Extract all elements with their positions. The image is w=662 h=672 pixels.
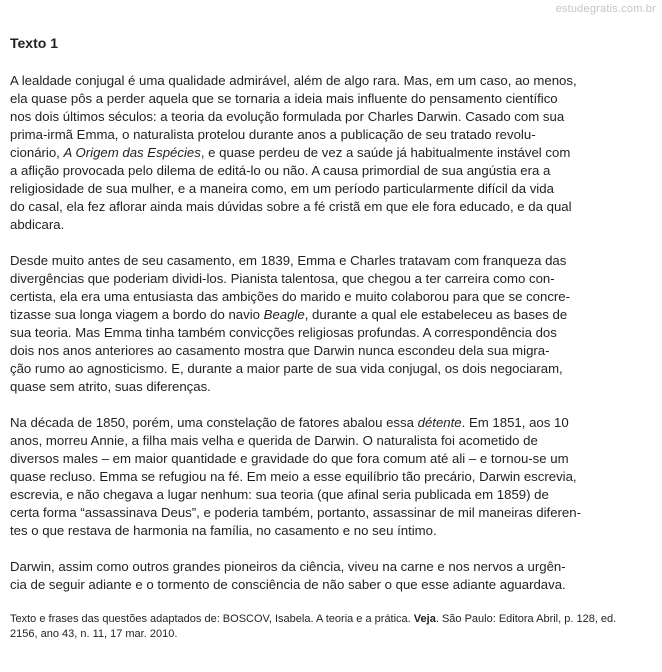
citation-reference: Texto e frases das questões adaptados de: BOSCOV, Isabela. A teoria e a prática. Veja. São Paulo: Editora Abril, p. 128, ed. 2156, ano 43, n. 11, 17 mar. 2010. <box>10 613 617 640</box>
paragraph-1: A lealdade conjugal é uma qualidade admirável, além de algo rara. Mas, em um caso, ao menos, ela quase pôs a perder aquela que se tornaria a ideia mais influente do pensamento científico nos dois últimos séculos: a teoria da evolução formulada por Charles Darwin. Casado com sua prima-irmã Emma, o naturalista protelou durante anos a publicação de seu tratado revolu- cionário, A Origem das Espécies, e quase perdeu de vez a saúde já habitualmente instável com a aflição provocada pelo dilema de editá-lo ou não. A causa primordial de sua angústia era a religiosidade de sua mulher, e a maneira como, em um período particularmente difícil da vida do casal, ela fez aflorar ainda mais dúvidas sobre a fé cristã em que ele fora educado, e da qual abdicara. <box>10 73 577 232</box>
paragraph-2: Desde muito antes de seu casamento, em 1839, Emma e Charles tratavam com franqueza das divergências que poderiam dividi-los. Pianista talentosa, que chegou a ter carreira como con- certista, ela era uma entusiasta das ambições do marido e muito colaborou para que se concre- tizasse sua longa viagem a bordo do navio Beagle, durante a qual ele estabeleceu as bases de sua teoria. Mas Emma tinha também convicções religiosas profundas. A correspondência dos dois nos anos anteriores ao casamento mostra que Darwin nunca escondeu dela sua migra- ção rumo ao agnosticismo. E, durante a maior parte de sua vida conjugal, os dois negociaram, quase sem atrito, suas diferenças. <box>10 253 571 394</box>
site-watermark: estudegratis.com.br <box>555 3 656 15</box>
paragraph-3: Na década de 1850, porém, uma constelação de fatores abalou essa détente. Em 1851, aos 10 anos, morreu Annie, a filha mais velha e querida de Darwin. O naturalista foi acometido de diversos males – em maior quantidade e gravidade do que fora comum até ali – e tornou-se um quase recluso. Emma se refugiou na fé. Em meio a esse equilíbrio tão precário, Darwin escrevia, escrevia, e não chegava a lugar nenhum: sua teoria (que afinal seria publicada em 1859) de certa forma “assassinava Deus”, e poderia também, portanto, assassinar de mil maneiras diferen- tes o que restava de harmonia na família, no casamento e no seu íntimo. <box>10 415 581 538</box>
paragraph-4: Darwin, assim como outros grandes pioneiros da ciência, viveu na carne e nos nervos a urgên- cia de seguir adiante e o tormento de consciência de não saber o que esse adiante aguardava. <box>10 559 566 592</box>
page-title: Texto 1 <box>10 35 58 51</box>
